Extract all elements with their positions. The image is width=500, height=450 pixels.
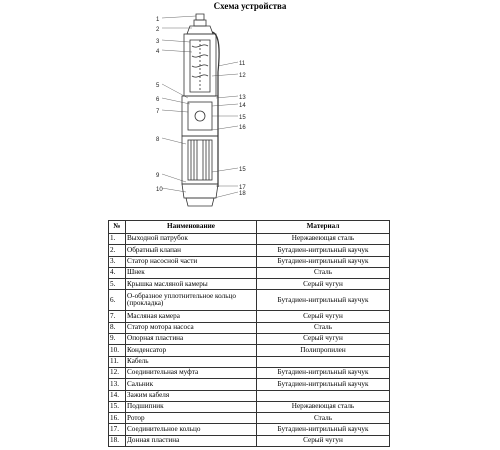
header-number: № xyxy=(109,221,126,234)
callout-number: 10 xyxy=(156,187,163,193)
cell-name: Обратный клапан xyxy=(126,245,257,256)
table-row xyxy=(109,379,390,390)
cell-name: Масляная камера xyxy=(126,311,257,322)
cell-material: Нержавеющая сталь xyxy=(257,401,390,412)
cell-name: Соединительная муфта xyxy=(126,367,257,378)
cell-number: 1. xyxy=(109,234,126,245)
table-row xyxy=(109,334,390,345)
cell-number: 11. xyxy=(109,356,126,367)
callout-number: 5 xyxy=(156,83,160,89)
cell-material: Бутадиен-нитрильный каучук xyxy=(257,367,390,378)
callout-number: 13 xyxy=(239,95,246,101)
table-row xyxy=(109,322,390,333)
cell-name: Статор насосной части xyxy=(126,256,257,267)
cell-number: 12. xyxy=(109,367,126,378)
callout-number: 12 xyxy=(239,73,246,79)
cell-name: Выходной патрубок xyxy=(126,234,257,245)
cell-material: Бутадиен-нитрильный каучук xyxy=(257,379,390,390)
table-row xyxy=(109,435,390,446)
cell-name: Крышка масляной камеры xyxy=(126,279,257,290)
cell-name: О-образное уплотнительное кольцо (прокладка) xyxy=(126,290,257,311)
cell-name: Опорная пластина xyxy=(126,334,257,345)
cell-material: Серый чугун xyxy=(257,334,390,345)
cell-number: 7. xyxy=(109,311,126,322)
cell-name: Конденсатор xyxy=(126,345,257,356)
cell-name: Шнек xyxy=(126,267,257,278)
cell-number: 2. xyxy=(109,245,126,256)
cell-number: 13. xyxy=(109,379,126,390)
cell-material: Нержавеющая сталь xyxy=(257,234,390,245)
cell-material: Сталь xyxy=(257,267,390,278)
pump-drawing xyxy=(150,12,250,212)
cell-material: Бутадиен-нитрильный каучук xyxy=(257,256,390,267)
cell-material: Серый чугун xyxy=(257,279,390,290)
table-row xyxy=(109,424,390,435)
page-title: Схема устройства xyxy=(213,1,287,11)
cell-number: 4. xyxy=(109,267,126,278)
callout-number: 15 xyxy=(239,115,246,121)
cell-number: 18. xyxy=(109,435,126,446)
cell-name: Статор мотора насоса xyxy=(126,322,257,333)
table-row xyxy=(109,356,390,367)
table-row xyxy=(109,390,390,401)
table-row xyxy=(109,345,390,356)
callout-number: 14 xyxy=(239,103,246,109)
cell-material: Серый чугун xyxy=(257,311,390,322)
cell-number: 6. xyxy=(109,290,126,311)
cell-number: 10. xyxy=(109,345,126,356)
callout-number: 4 xyxy=(156,49,160,55)
cell-material: Сталь xyxy=(257,413,390,424)
cell-number: 14. xyxy=(109,390,126,401)
table-row xyxy=(109,267,390,278)
table-row xyxy=(109,311,390,322)
header-material: Материал xyxy=(257,221,390,234)
cell-name: Подшипник xyxy=(126,401,257,412)
cell-material: Бутадиен-нитрильный каучук xyxy=(257,290,390,311)
cell-name: Соединительное кольцо xyxy=(126,424,257,435)
table-row xyxy=(109,256,390,267)
cell-name: Кабель xyxy=(126,356,257,367)
cell-name: Ротор xyxy=(126,413,257,424)
cell-material: Бутадиен-нитрильный каучук xyxy=(257,245,390,256)
callout-number: 6 xyxy=(156,97,160,103)
callout-number: 8 xyxy=(156,137,160,143)
cell-material xyxy=(257,390,390,401)
cell-number: 16. xyxy=(109,413,126,424)
pump-schematic xyxy=(150,12,250,212)
table-row xyxy=(109,234,390,245)
header-name: Наименование xyxy=(126,221,257,234)
cell-material: Серый чугун xyxy=(257,435,390,446)
table-row xyxy=(109,245,390,256)
callout-number: 3 xyxy=(156,39,160,45)
cell-material xyxy=(257,356,390,367)
callout-number: 15 xyxy=(239,167,246,173)
cell-material: Полипропилен xyxy=(257,345,390,356)
cell-number: 5. xyxy=(109,279,126,290)
cell-number: 17. xyxy=(109,424,126,435)
callout-number: 9 xyxy=(156,173,160,179)
callout-number: 11 xyxy=(239,61,246,67)
cell-name: Донная пластина xyxy=(126,435,257,446)
cell-material: Бутадиен-нитрильный каучук xyxy=(257,424,390,435)
cell-number: 3. xyxy=(109,256,126,267)
table-row xyxy=(109,279,390,290)
callout-number: 17 xyxy=(239,185,246,191)
callout-number: 7 xyxy=(156,109,160,115)
table-row xyxy=(109,290,390,311)
cell-name: Зажим кабеля xyxy=(126,390,257,401)
cell-name: Сальник xyxy=(126,379,257,390)
callout-number: 2 xyxy=(156,27,160,33)
cell-number: 9. xyxy=(109,334,126,345)
table-row xyxy=(109,401,390,412)
callout-number: 1 xyxy=(156,17,160,23)
cell-number: 15. xyxy=(109,401,126,412)
cell-number: 8. xyxy=(109,322,126,333)
parts-table xyxy=(108,220,390,447)
table-row xyxy=(109,413,390,424)
cell-material: Сталь xyxy=(257,322,390,333)
table-header-row xyxy=(109,221,390,234)
table-row xyxy=(109,367,390,378)
callout-number: 16 xyxy=(239,125,246,131)
callout-number: 18 xyxy=(239,191,246,197)
